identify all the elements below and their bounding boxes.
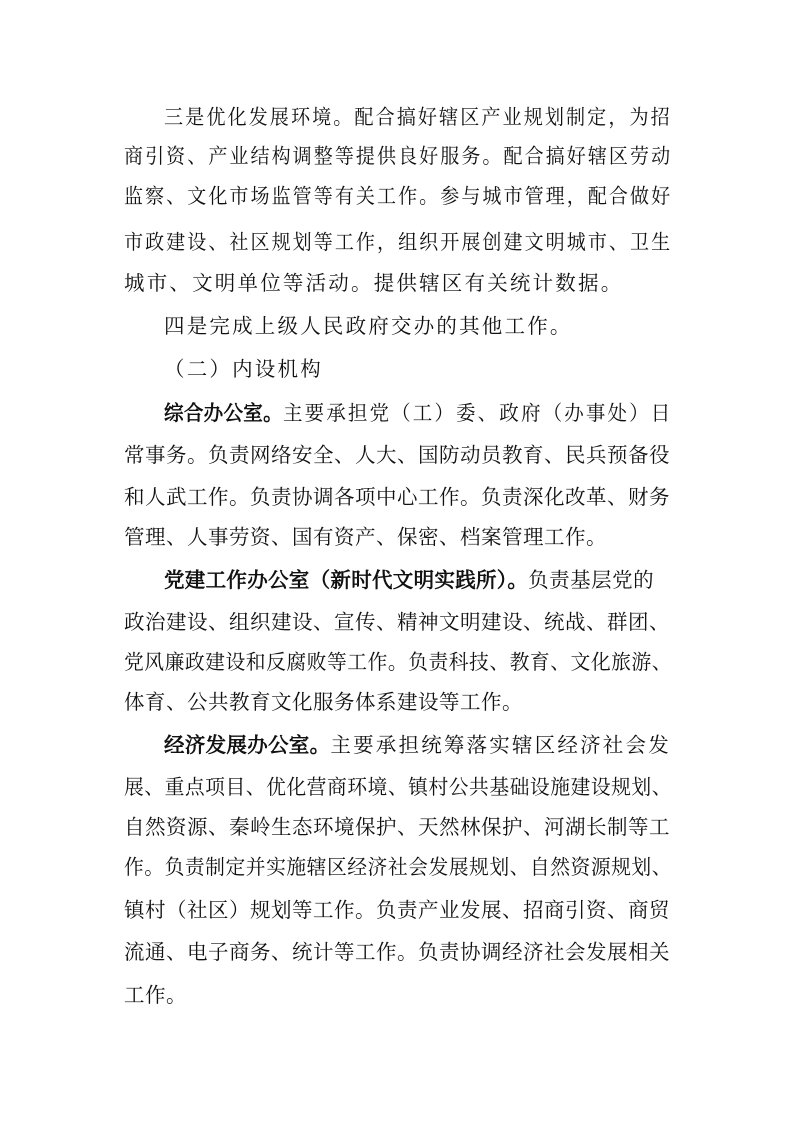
office-3-line-3: 自然资源、秦岭生态环境保护、天然林保护、河湖长制等工 bbox=[124, 815, 670, 839]
paragraph-3-line-3: 监察、文化市场监管等有关工作。参与城市管理，配合做好 bbox=[124, 184, 673, 208]
office-1-line-1 bbox=[164, 399, 672, 427]
office-3-line-1 bbox=[164, 731, 671, 759]
office-3-line-6: 流通、电子商务、统计等工作。负责协调经济社会发展相关 bbox=[124, 940, 670, 964]
office-3-line-5: 镇村（社区）规划等工作。负责产业发展、招商引资、商贸 bbox=[124, 898, 670, 922]
office-1-title: 综合办公室。 bbox=[164, 401, 283, 425]
paragraph-3-line-1: 三是优化发展环境。配合搞好辖区产业规划制定，为招 bbox=[164, 105, 672, 129]
office-3-title: 经济发展办公室。 bbox=[164, 733, 331, 757]
section-heading: （二）内设机构 bbox=[164, 357, 323, 381]
office-1-line-4: 管理、人事劳资、国有资产、保密、档案管理工作。 bbox=[124, 525, 607, 549]
office-1-line-3: 和人武工作。负责协调各项中心工作。负责深化改革、财务 bbox=[124, 485, 670, 509]
office-2-text-1: 负责基层党的 bbox=[528, 568, 655, 592]
office-1-line-2: 常事务。负责网络安全、人大、国防动员教育、民兵预备役 bbox=[124, 443, 670, 467]
office-2-title: 党建工作办公室（新时代文明实践所）。 bbox=[164, 568, 529, 592]
office-3-text-1: 主要承担统筹落实辖区经济社会发 bbox=[330, 733, 671, 757]
office-2-line-1 bbox=[164, 566, 654, 594]
office-3-line-2: 展、重点项目、优化营商环境、镇村公共基础设施建设规划、 bbox=[124, 775, 673, 799]
office-3-line-7: 工作。 bbox=[124, 983, 187, 1007]
paragraph-3-line-2: 商引资、产业结构调整等提供良好服务。配合搞好辖区劳动 bbox=[124, 144, 673, 168]
paragraph-3-line-5: 城市、文明单位等活动。提供辖区有关统计数据。 bbox=[124, 271, 624, 295]
paragraph-4-line-1: 四是完成上级人民政府交办的其他工作。 bbox=[164, 314, 573, 338]
paragraph-3-line-4: 市政建设、社区规划等工作，组织开展创建文明城市、卫生 bbox=[124, 230, 673, 254]
office-2-line-4: 体育、公共教育文化服务体系建设等工作。 bbox=[124, 690, 523, 714]
office-2-line-2: 政治建设、组织建设、宣传、精神文明建设、统战、群团、 bbox=[124, 610, 670, 634]
office-1-text-1: 主要承担党（工）委、政府（办事处）日 bbox=[282, 401, 673, 425]
office-2-line-3: 党风廉政建设和反腐败等工作。负责科技、教育、文化旅游、 bbox=[124, 650, 673, 674]
office-3-line-4: 作。负责制定并实施辖区经济社会发展规划、自然资源规划、 bbox=[124, 855, 673, 879]
